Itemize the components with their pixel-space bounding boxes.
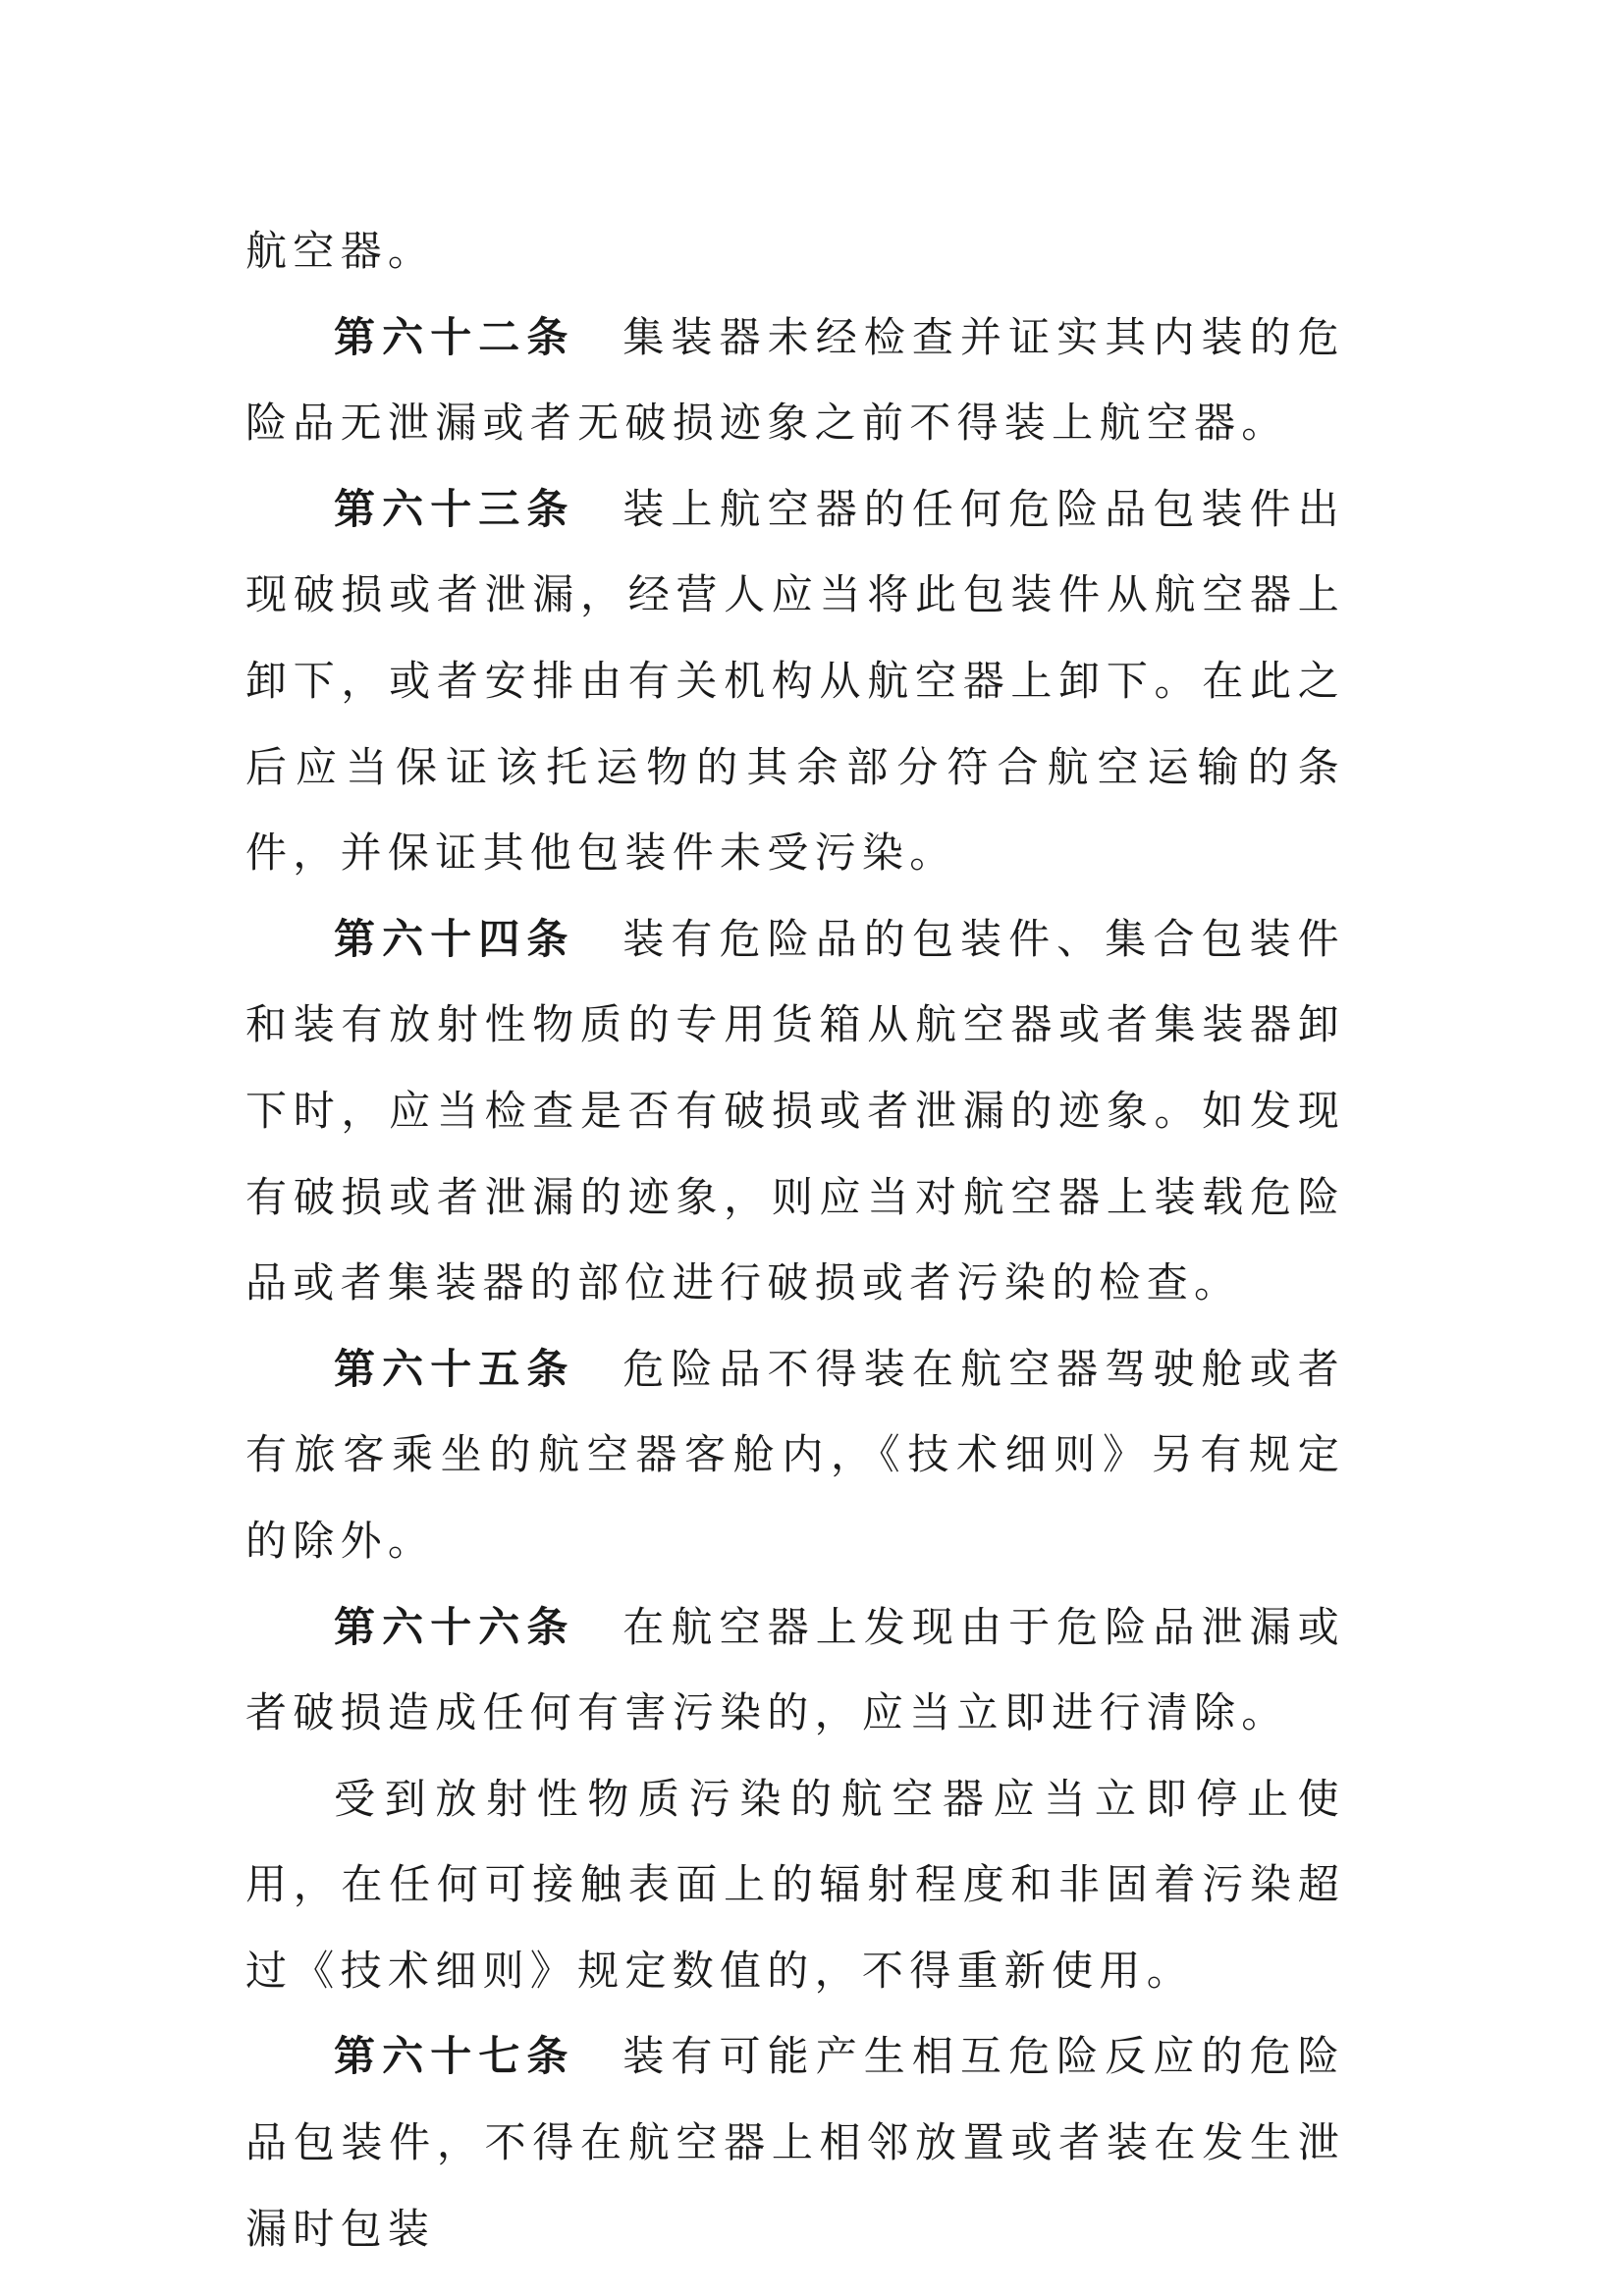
paragraph-text: 危险品不得装在航空器驾驶舱或者有旅客乘坐的航空器客舱内，《技术细则》另有规定的除外。 (245, 1344, 1345, 1565)
article-64 (245, 896, 1345, 1326)
article-62 (245, 294, 1345, 466)
article-number: 第六十六条 (334, 1602, 575, 1651)
article-number: 第六十五条 (334, 1344, 575, 1393)
paragraph-text: 装有可能产生相互危险反应的危险品包装件，不得在航空器上相邻放置或者装在发生泄漏时包装 (245, 2032, 1345, 2253)
paragraph-text: 装上航空器的任何危险品包装件出现破损或者泄漏，经营人应当将此包装件从航空器上卸下，或者安排由有关机构从航空器上卸下。在此之后应当保证该托运物的其余部分符合航空运输的条件，并保证其他包装件未受污染。 (245, 484, 1345, 878)
paragraph-text: 装有危险品的包装件、集合包装件和装有放射性物质的专用货箱从航空器或者集装器卸下时，应当检查是否有破损或者泄漏的迹象。如发现有破损或者泄漏的迹象，则应当对航空器上装载危险品或者集装器的部位进行破损或者污染的检查。 (245, 914, 1345, 1308)
paragraph-continuation (245, 208, 1345, 294)
paragraph-text: 航空器。 (245, 227, 436, 275)
article-number: 第六十二条 (334, 312, 575, 361)
article-number: 第六十三条 (334, 484, 575, 533)
article-67 (245, 2013, 1345, 2271)
article-66 (245, 1584, 1345, 1756)
paragraph-text: 受到放射性物质污染的航空器应当立即停止使用，在任何可接触表面上的辐射程度和非固着污染超过《技术细则》规定数值的，不得重新使用。 (245, 1774, 1345, 1995)
paragraph-text: 在航空器上发现由于危险品泄漏或者破损造成任何有害污染的，应当立即进行清除。 (245, 1602, 1345, 1737)
article-number: 第六十四条 (334, 914, 575, 963)
article-65 (245, 1326, 1345, 1584)
article-66-clause-2 (245, 1756, 1345, 2014)
article-63 (245, 466, 1345, 896)
paragraph-text: 集装器未经检查并证实其内装的危险品无泄漏或者无破损迹象之前不得装上航空器。 (245, 312, 1345, 448)
article-number: 第六十七条 (334, 2032, 575, 2081)
body-text (245, 208, 1345, 2271)
